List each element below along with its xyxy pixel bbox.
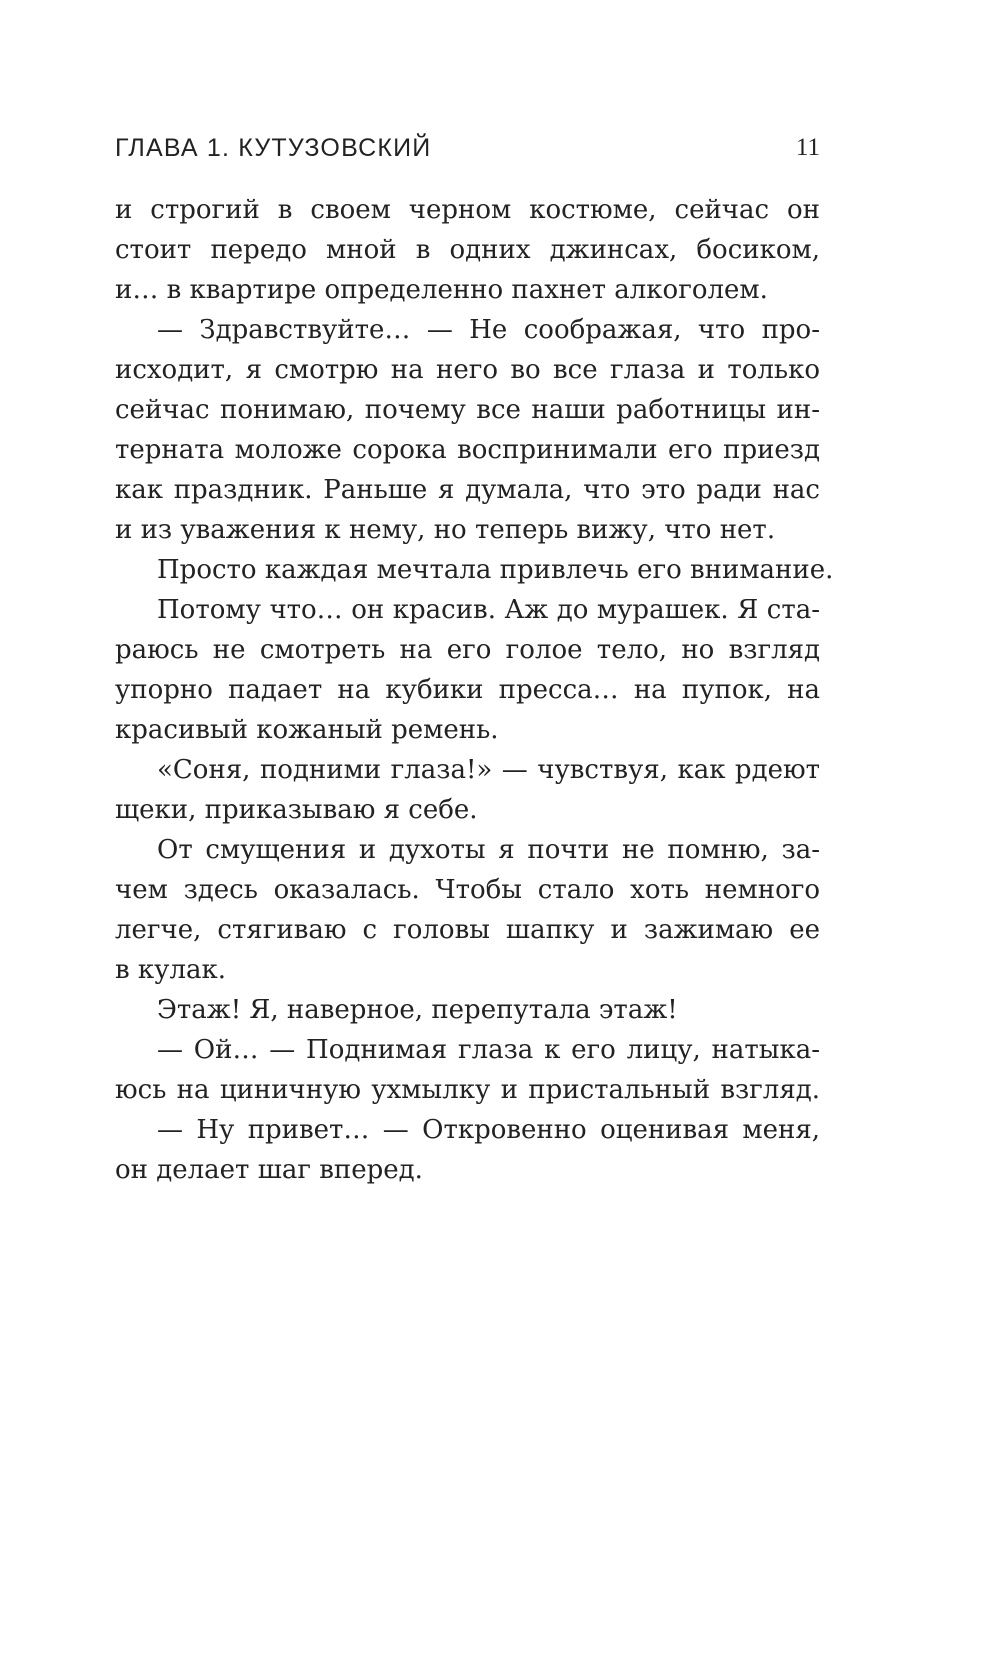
- page-number: 11: [795, 134, 820, 161]
- text-line: и из уважения к нему, но теперь вижу, что нет.: [115, 515, 776, 545]
- text-line: легче, стягиваю с головы шапку и зажимаю ее: [115, 915, 820, 945]
- text-line: Просто каждая мечтала привлечь его внимание.: [157, 555, 834, 585]
- text-line: — Ой… — Поднимая глаза к его лицу, натыка-: [157, 1035, 820, 1065]
- text-line: красивый кожаный ремень.: [115, 715, 499, 745]
- text-line: Этаж! Я, наверное, перепутала этаж!: [157, 995, 678, 1025]
- text-line: сейчас понимаю, почему все наши работницы ин-: [115, 395, 820, 425]
- text-line: исходит, я смотрю на него во все глаза и только: [115, 355, 820, 385]
- text-line: как праздник. Раньше я думала, что это ради нас: [115, 475, 820, 505]
- text-line: Потому что… он красив. Аж до мурашек. Я ста-: [157, 595, 820, 625]
- text-line: юсь на циничную ухмылку и пристальный взгляд.: [115, 1075, 820, 1105]
- text-line: и строгий в своем черном костюме, сейчас он: [115, 195, 820, 225]
- chapter-running-title: ГЛАВА 1. КУТУЗОВСКИЙ: [115, 134, 432, 162]
- text-line: упорно падает на кубики пресса… на пупок, на: [115, 675, 820, 705]
- text-line: чем здесь оказалась. Чтобы стало хоть немного: [115, 875, 820, 905]
- text-line: стоит передо мной в одних джинсах, босиком,: [115, 235, 820, 265]
- text-line: в кулак.: [115, 955, 226, 985]
- text-line: «Соня, подними глаза!» — чувствуя, как рдеют: [157, 755, 820, 785]
- text-line: — Ну привет… — Откровенно оценивая меня,: [157, 1115, 820, 1145]
- text-line: щеки, приказываю я себе.: [115, 795, 478, 825]
- running-header: [115, 128, 820, 168]
- text-line: и… в квартире определенно пахнет алкоголем.: [115, 275, 768, 305]
- body-text: [115, 190, 834, 1190]
- text-line: он делает шаг вперед.: [115, 1155, 423, 1185]
- text-line: — Здравствуйте… — Не соображая, что про-: [157, 315, 820, 345]
- text-line: От смущения и духоты я почти не помню, за-: [157, 835, 820, 865]
- text-line: раюсь не смотреть на его голое тело, но взгляд: [115, 635, 820, 665]
- text-line: терната моложе сорока воспринимали его приезд: [115, 435, 820, 465]
